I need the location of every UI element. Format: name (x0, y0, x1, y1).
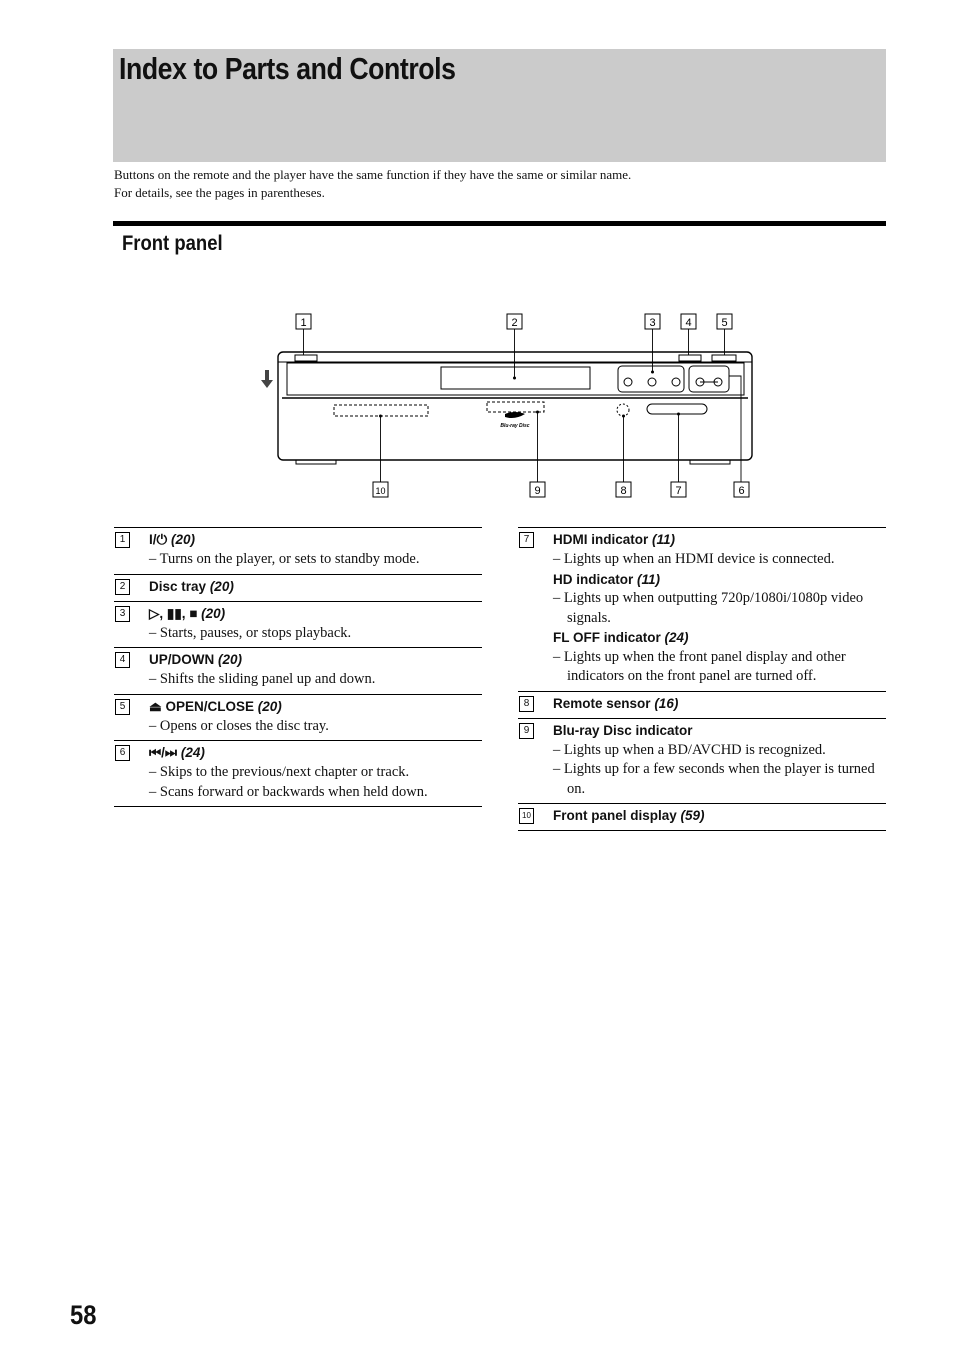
item-number: 8 (519, 696, 534, 712)
callout-7 (671, 482, 686, 497)
item-heading: Disc tray (20) (149, 578, 234, 594)
down-arrow-icon (261, 370, 273, 388)
item-description: – Lights up when outputting 720p/1080i/1080p video signals. (553, 590, 864, 626)
item-heading: ⏏ OPEN/CLOSE (20) (149, 698, 282, 714)
svg-text:4: 4 (685, 317, 692, 329)
list-item (518, 692, 886, 719)
title-band (113, 49, 886, 162)
sub-heading: HD indicator (11) (553, 571, 661, 587)
intro-line-2: For details, see the pages in parentheses. (114, 185, 325, 200)
item-description: – Skips to the previous/next chapter or track. (149, 764, 410, 780)
svg-text:2: 2 (511, 317, 518, 329)
parts-list-right (518, 527, 886, 831)
callout-2 (507, 314, 522, 329)
item-number: 4 (115, 652, 130, 668)
item-heading: ⏮/⏭ (24) (149, 745, 205, 760)
svg-text:8: 8 (620, 485, 627, 497)
list-item (114, 602, 482, 649)
list-item (114, 695, 482, 742)
list-item (114, 528, 482, 575)
player-body (278, 352, 752, 464)
callout-1 (296, 314, 311, 329)
list-item (114, 575, 482, 602)
item-number: 10 (519, 808, 534, 824)
intro-text (114, 166, 631, 202)
svg-text:10: 10 (375, 486, 386, 496)
item-heading: I/⏻ (20) (149, 532, 195, 547)
item-description: – Lights up when an HDMI device is connected. (553, 551, 835, 567)
item-number: 3 (115, 606, 130, 622)
list-item (114, 741, 482, 807)
item-number: 6 (115, 745, 130, 761)
section-title: Front panel (122, 232, 223, 255)
item-number: 7 (519, 532, 534, 548)
blu-ray-logo-mark (505, 412, 525, 418)
svg-text:3: 3 (649, 317, 656, 329)
svg-text:6: 6 (738, 485, 745, 497)
item-description: – Opens or closes the disc tray. (149, 717, 329, 734)
item-heading: UP/DOWN (20) (149, 652, 243, 667)
list-item (518, 528, 886, 692)
item-number: 9 (519, 723, 534, 739)
page-title: Index to Parts and Controls (119, 51, 456, 86)
front-panel-diagram (250, 305, 770, 505)
callout-5 (717, 314, 732, 329)
item-description: – Turns on the player, or sets to standby mode. (149, 551, 420, 567)
item-heading: Blu-ray Disc indicator (553, 722, 693, 738)
item-description: – Scans forward or backwards when held down. (149, 783, 428, 800)
item-heading: Front panel display (59) (553, 808, 705, 823)
parts-list-left (114, 527, 482, 807)
item-description: – Lights up when a BD/AVCHD is recognized. (553, 741, 826, 758)
item-number: 1 (115, 532, 130, 548)
item-number: 5 (115, 699, 130, 715)
page-number: 58 (70, 1300, 97, 1330)
callout-6 (734, 482, 749, 497)
list-item (114, 648, 482, 695)
item-description: – Shifts the sliding panel up and down. (149, 671, 376, 687)
blu-ray-logo: Blu-ray Disc (500, 423, 530, 429)
item-number: 2 (115, 579, 130, 595)
svg-text:7: 7 (675, 485, 682, 497)
list-item (518, 804, 886, 831)
svg-text:1: 1 (300, 317, 307, 329)
callout-4 (681, 314, 696, 329)
callout-10 (373, 482, 388, 497)
svg-text:9: 9 (534, 485, 541, 497)
svg-text:5: 5 (721, 317, 728, 329)
section-rule (113, 221, 886, 226)
callout-9 (530, 482, 545, 497)
list-item (518, 719, 886, 805)
item-description: – Starts, pauses, or stops playback. (149, 624, 352, 641)
item-heading: HDMI indicator (11) (553, 532, 676, 547)
item-description: – Lights up for a few seconds when the player is turned on. (553, 761, 875, 797)
item-heading: Remote sensor (16) (553, 695, 679, 711)
callout-3 (645, 314, 660, 329)
item-heading: ▷, ▮▮, ■ (20) (149, 605, 226, 621)
item-description: – Lights up when the front panel display and other indicators on the front panel are turned off. (553, 648, 846, 684)
intro-line-1: Buttons on the remote and the player have the same function if they have the same or similar name. (114, 167, 632, 182)
callout-8 (616, 482, 631, 497)
sub-heading: FL OFF indicator (24) (553, 630, 689, 645)
